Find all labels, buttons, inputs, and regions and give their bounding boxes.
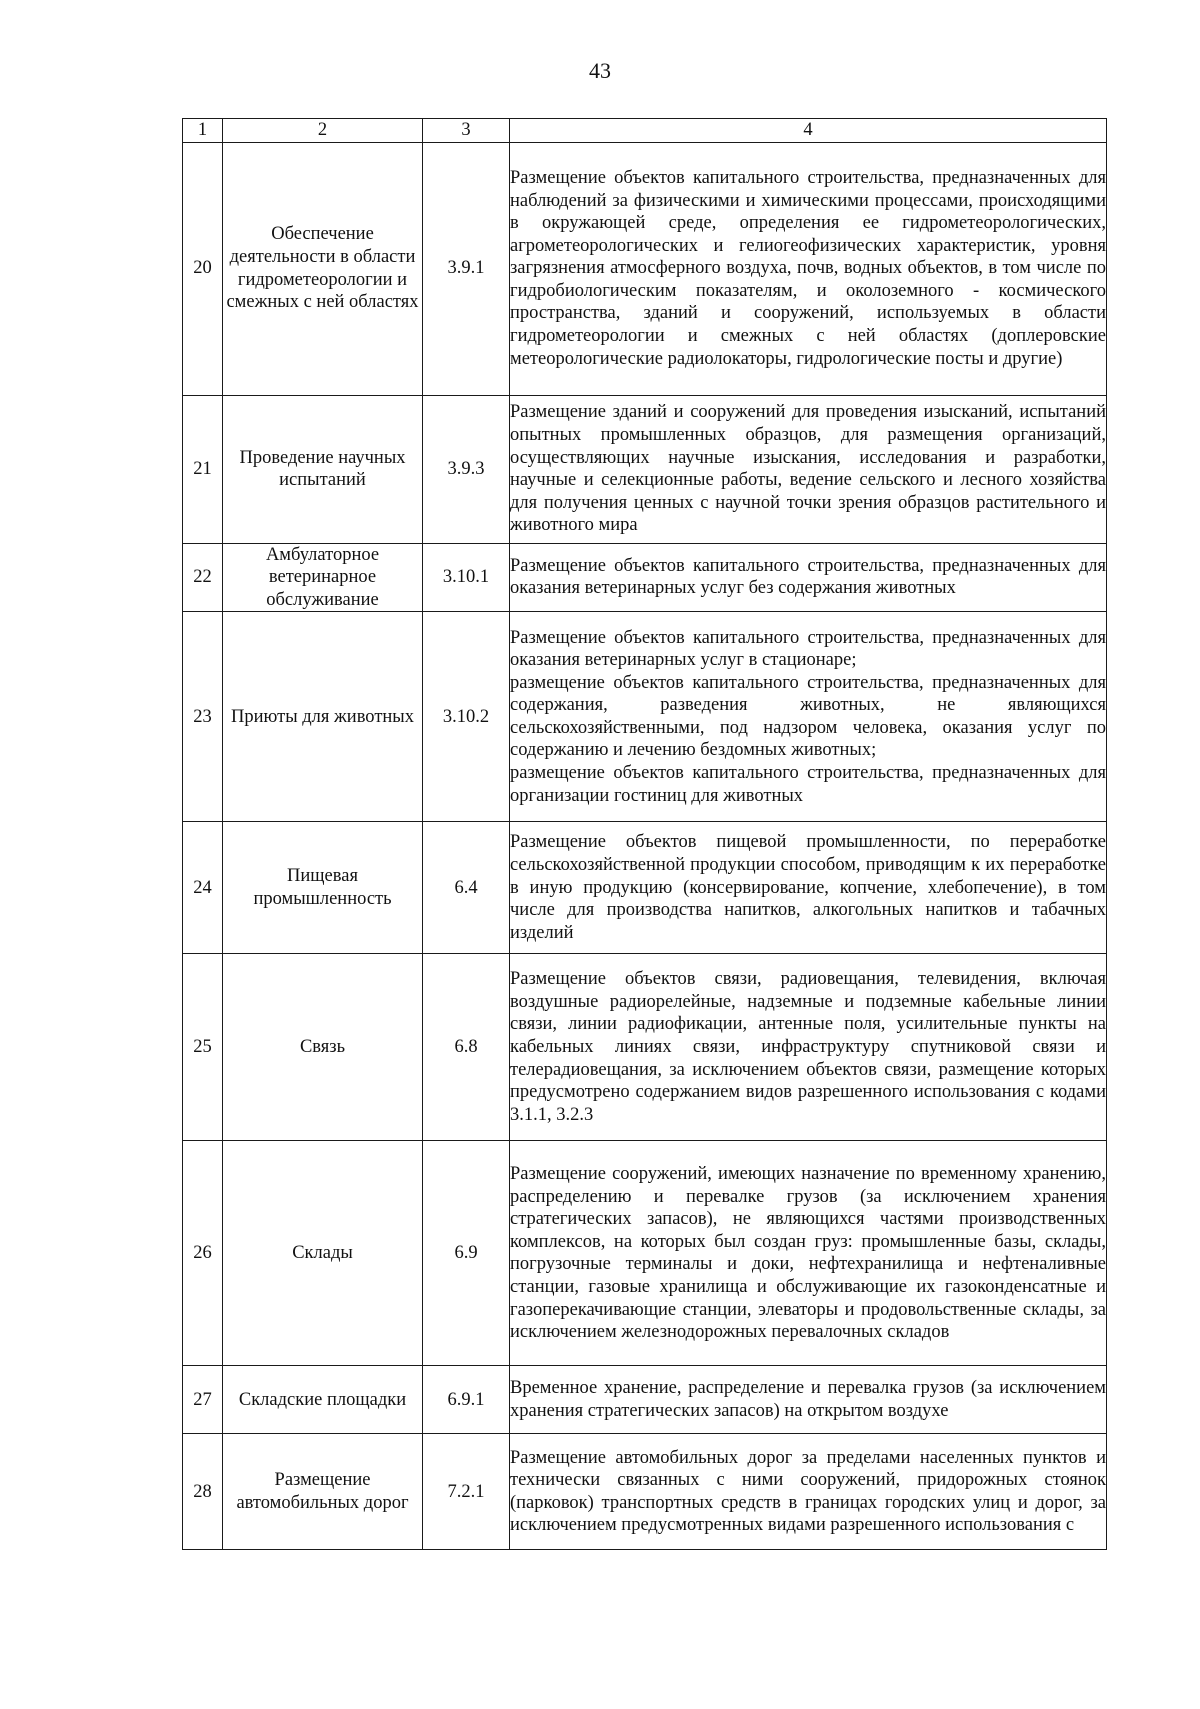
use-type-name: Приюты для животных	[223, 612, 423, 822]
use-type-code: 3.9.1	[423, 142, 510, 395]
row-number: 25	[183, 954, 223, 1141]
use-type-code: 7.2.1	[423, 1434, 510, 1550]
use-type-description: Размещение сооружений, имеющих назначение по временному хранению, распределению и перевалке грузов (за исключением хранения стратегических запасов), не являющихся частями производственных комплексов, на которых был создан груз: промышленные базы, склады, погрузочные терминалы и доки, нефтехранилища и нефтеналивные станции, газовые хранилища и обслуживающие их газоконденсатные и газоперекачивающие станции, элеваторы и продовольственные склады, за исключением железнодорожных перевалочных складов	[510, 1141, 1107, 1366]
land-use-table	[182, 118, 1107, 1550]
use-type-description: Размещение зданий и сооружений для проведения изысканий, испытаний опытных промышленных образцов, для размещения организаций, осуществляющих научные изыскания, исследования и разработки, научные и селекционные работы, ведение сельского и лесного хозяйства для получения ценных с научной точки зрения образцов растительного и животного мира	[510, 395, 1107, 543]
table-row	[183, 1434, 1107, 1550]
row-number: 28	[183, 1434, 223, 1550]
row-number: 24	[183, 822, 223, 954]
row-number: 23	[183, 612, 223, 822]
row-number: 21	[183, 395, 223, 543]
use-type-description: Размещение автомобильных дорог за пределами населенных пунктов и технически связанных с ними сооружений, придорожных стоянок (парковок) транспортных средств в границах городских улиц и дорог, за исключением предусмотренных видами разрешенного использования с	[510, 1434, 1107, 1550]
page-number: 43	[589, 58, 611, 83]
use-type-description: Размещение объектов капитального строительства, предназначенных для оказания ветеринарных услуг без содержания животных	[510, 543, 1107, 612]
row-number: 20	[183, 142, 223, 395]
column-number-3: 3	[423, 119, 510, 143]
use-type-code: 3.9.3	[423, 395, 510, 543]
description-paragraph: размещение объектов капитального строительства, предназначенных для содержания, разведения животных, не являющихся сельскохозяйственными, под надзором человека, оказания услуг по содержанию и лечению бездомных животных;	[510, 672, 1106, 761]
table-row	[183, 822, 1107, 954]
use-type-description	[510, 612, 1107, 822]
row-number: 22	[183, 543, 223, 612]
column-number-4: 4	[510, 119, 1107, 143]
use-type-code: 3.10.1	[423, 543, 510, 612]
table-row	[183, 954, 1107, 1141]
table-header-row	[183, 119, 1107, 143]
use-type-name: Связь	[223, 954, 423, 1141]
column-number-2: 2	[223, 119, 423, 143]
description-paragraph: Размещение объектов капитального строительства, предназначенных для оказания ветеринарных услуг в стационаре;	[510, 627, 1106, 671]
use-type-description: Размещение объектов капитального строительства, предназначенных для наблюдений за физическими и химическими процессами, происходящими в окружающей среде, определения ее гидрометеорологических, агрометеорологических и гелиогеофизических характеристик, уровня загрязнения атмосферного воздуха, почв, водных объектов, в том числе по гидробиологическим показателям, и околоземного - космического пространства, зданий и сооружений, используемых в области гидрометеорологии и смежных с ней областях (доплеровские метеорологические радиолокаторы, гидрологические посты и другие)	[510, 142, 1107, 395]
use-type-description: Размещение объектов пищевой промышленности, по переработке сельскохозяйственной продукции способом, приводящим к их переработке в иную продукцию (консервирование, копчение, хлебопечение), в том числе для производства напитков, алкогольных напитков и табачных изделий	[510, 822, 1107, 954]
use-type-name: Пищевая промышленность	[223, 822, 423, 954]
table-row	[183, 543, 1107, 612]
use-type-name: Размещение автомобильных дорог	[223, 1434, 423, 1550]
use-type-description: Временное хранение, распределение и перевалка грузов (за исключением хранения стратегических запасов) на открытом воздухе	[510, 1366, 1107, 1434]
description-paragraph: размещение объектов капитального строительства, предназначенных для организации гостиниц для животных	[510, 763, 1106, 806]
table-row	[183, 395, 1107, 543]
use-type-code: 6.8	[423, 954, 510, 1141]
use-type-name: Проведение научных испытаний	[223, 395, 423, 543]
use-type-code: 3.10.2	[423, 612, 510, 822]
use-type-name: Склады	[223, 1141, 423, 1366]
row-number: 27	[183, 1366, 223, 1434]
use-type-name: Складские площадки	[223, 1366, 423, 1434]
use-type-name: Обеспечение деятельности в области гидрометеорологии и смежных с ней областях	[223, 142, 423, 395]
use-type-description: Размещение объектов связи, радиовещания, телевидения, включая воздушные радиорелейные, надземные и подземные кабельные линии связи, линии радиофикации, антенные поля, усилительные пункты на кабельных линиях связи, инфраструктуру спутниковой связи и телерадиовещания, за исключением объектов связи, размещение которых предусмотрено содержанием видов разрешенного использования с кодами 3.1.1, 3.2.3	[510, 954, 1107, 1141]
use-type-code: 6.4	[423, 822, 510, 954]
row-number: 26	[183, 1141, 223, 1366]
use-type-name: Амбулаторное ветеринарное обслуживание	[223, 543, 423, 612]
column-number-1: 1	[183, 119, 223, 143]
table-row	[183, 1366, 1107, 1434]
table-row	[183, 1141, 1107, 1366]
table-row	[183, 612, 1107, 822]
use-type-code: 6.9	[423, 1141, 510, 1366]
use-type-code: 6.9.1	[423, 1366, 510, 1434]
table-row	[183, 142, 1107, 395]
